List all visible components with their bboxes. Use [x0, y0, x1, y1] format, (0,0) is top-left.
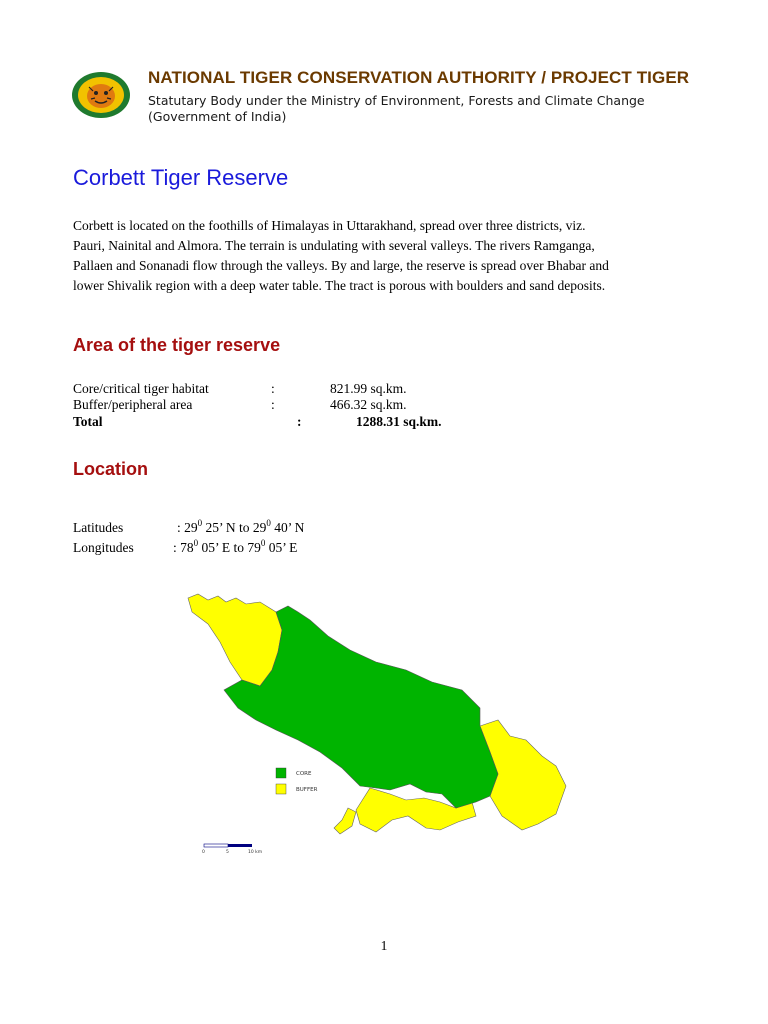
lat-suffix: 40’ N: [270, 520, 305, 535]
longitudes-value: [173, 540, 297, 556]
legend-buffer-label: BUFFER: [296, 787, 318, 793]
intro-line: Pauri, Nainital and Almora. The terrain is undulating with several valleys. The rivers Ramganga,: [73, 238, 595, 253]
header-subtitle: Statutary Body under the Ministry of Environment, Forests and Climate Change: [148, 93, 645, 108]
lat-prefix: : 29: [177, 520, 198, 535]
area-label: Buffer/peripheral area: [73, 397, 193, 412]
lon-mid: 05’ E to 79: [198, 540, 261, 555]
legend-buffer-swatch: [276, 784, 286, 794]
intro-line: Pallaen and Sonanadi flow through the valleys. By and large, the reserve is spread over Bhabar and: [73, 258, 609, 273]
intro-line: Corbett is located on the foothills of Himalayas in Uttarakhand, spread over three districts, viz.: [73, 218, 586, 233]
area-separator: :: [271, 397, 275, 412]
scale-label: 10 km: [248, 850, 263, 855]
reserve-map: [180, 590, 570, 860]
header-title: NATIONAL TIGER CONSERVATION AUTHORITY / PROJECT TIGER: [148, 68, 690, 87]
scale-label: 0: [202, 850, 205, 855]
scale-bar-dark: [228, 844, 252, 847]
longitudes-label: Longitudes: [73, 540, 134, 555]
legend-core-swatch: [276, 768, 286, 778]
buffer-zone-northwest: [188, 594, 282, 686]
lon-prefix: : 78: [173, 540, 194, 555]
page-title: Corbett Tiger Reserve: [73, 165, 289, 190]
latitudes-value: [177, 520, 304, 536]
legend-core-label: CORE: [296, 771, 312, 777]
latitudes-label: Latitudes: [73, 520, 124, 535]
scale-label: 5: [226, 850, 229, 855]
area-separator: :: [271, 381, 275, 396]
page-number: 1: [380, 938, 388, 953]
degree-sup: 0: [197, 518, 203, 528]
degree-sup: 0: [266, 518, 271, 528]
intro-line: lower Shivalik region with a deep water table. The tract is porous with boulders and sand deposits.: [73, 278, 606, 293]
scale-bar-white: [204, 844, 228, 847]
degree-sup: 0: [193, 538, 199, 548]
area-label: Total: [73, 414, 103, 429]
area-value: 821.99 sq.km.: [330, 381, 407, 396]
location-heading: Location: [73, 459, 148, 479]
area-label: Core/critical tiger habitat: [73, 381, 209, 396]
area-value: 1288.31 sq.km.: [356, 414, 442, 429]
intro-paragraph: [73, 216, 703, 296]
area-heading: Area of the tiger reserve: [73, 335, 281, 355]
lon-suffix: 05’ E: [265, 540, 298, 555]
header-subtitle-government: (Government of India): [148, 109, 287, 124]
degree-sup: 0: [260, 538, 266, 548]
area-value: 466.32 sq.km.: [330, 397, 407, 412]
lat-mid: 25’ N to 29: [202, 520, 267, 535]
buffer-zone-islet: [334, 808, 356, 834]
area-separator: :: [297, 414, 302, 429]
ntca-logo-icon: [71, 71, 131, 119]
